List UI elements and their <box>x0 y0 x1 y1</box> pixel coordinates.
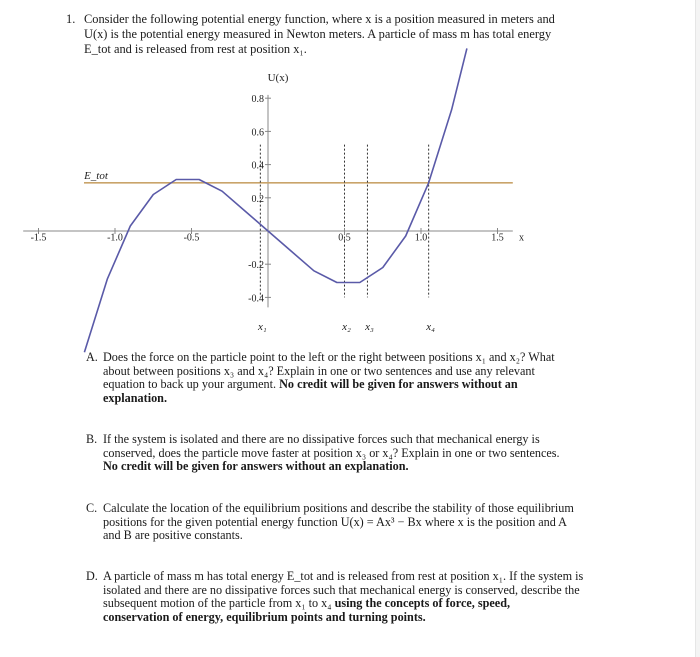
part-b-letter: B. <box>86 432 98 446</box>
part-c-letter: C. <box>86 501 98 515</box>
x-tick-label-2: -1.0 <box>107 232 123 244</box>
part-b-bold-last: No credit will be given for answers without an explanation. <box>103 459 409 474</box>
graph-svg <box>30 72 524 334</box>
energy-line-label: E_tot <box>84 169 108 182</box>
x-tick-label-4: 0.5 <box>338 232 351 244</box>
part-d-bold-last: conservation of energy, equilibrium points and turning points. <box>103 609 426 624</box>
part-d <box>86 570 606 624</box>
x-tick-label-1: -1.5 <box>30 232 47 244</box>
y-tick-label-5: -0.2 <box>248 260 264 272</box>
intro-line-2: U(x) is the potential energy measured in Newton meters. A particle of mass m has total energy <box>84 27 552 41</box>
part-c <box>86 502 606 543</box>
question-intro <box>66 12 604 57</box>
part-b-line-3 <box>103 460 606 474</box>
part-a-letter: A. <box>86 350 98 364</box>
part-a-bold-tail: No credit will be given for answers without an <box>279 377 518 392</box>
part-a-bold-last: explanation. <box>103 390 167 405</box>
y-tick-label-2: 0.6 <box>251 127 264 139</box>
position-label-1: x₁ <box>257 321 267 333</box>
part-d-bold-tail: using the concepts of force, speed, <box>334 596 511 611</box>
part-d-line-3 <box>103 597 606 611</box>
potential-energy-graph <box>30 72 524 334</box>
y-tick-label-3: 0.4 <box>251 160 264 172</box>
part-b-line-1: If the system is isolated and there are no dissipative forces such that mechanical energy is <box>103 432 540 446</box>
graph-title: U(x) <box>267 72 289 84</box>
part-c-line-1: Calculate the location of the equilibrium positions and describe the stability of those equilibrium <box>103 501 574 515</box>
intro-line-3: E_tot and is released from rest at position x₁. <box>84 42 307 56</box>
position-label-2: x₂ <box>342 321 351 333</box>
intro-line-1: Consider the following potential energy function, where x is a position measured in meters and <box>84 12 555 26</box>
position-label-3: x₃ <box>365 321 374 333</box>
part-d-line-4 <box>103 611 606 625</box>
part-b-line-2: conserved, does the particle move faster at position x₃ or x₄? Explain in one or two sentences. <box>103 445 560 460</box>
part-a-line-3-text: equation to back up your argument. <box>103 377 277 392</box>
x-tick-label-5: 1.0 <box>414 232 428 244</box>
y-tick-label-6: -0.4 <box>248 293 264 305</box>
question-number: 1. <box>66 12 76 26</box>
y-tick-label-1: 0.8 <box>251 94 264 106</box>
potential-curve <box>84 48 467 352</box>
part-d-line-1: A particle of mass m has total energy E_tot and is released from rest at position x₁. If the system is <box>103 569 584 583</box>
part-d-letter: D. <box>86 569 98 583</box>
part-b <box>86 433 606 474</box>
part-c-line-3: and B are positive constants. <box>103 528 243 543</box>
part-d-line-2: isolated and there are no dissipative forces such that mechanical energy is conserved, describe the <box>103 582 580 597</box>
part-a-line-4 <box>103 392 606 406</box>
x-tick-label-3: -0.5 <box>183 232 200 244</box>
y-tick-label-4: 0.2 <box>251 193 264 205</box>
part-a-line-1: Does the force on the particle point to the left or the right between positions x₁ and x₂? What <box>103 350 555 364</box>
x-tick-label-6: 1.5 <box>491 232 504 244</box>
x-axis-label: x <box>519 232 524 244</box>
part-c-line-2: positions for the given potential energy function U(x) = Ax³ − Bx where x is the position and A <box>103 514 567 529</box>
part-a-line-2: about between positions x₃ and x₄? Explain in one or two sentences and use any relevant <box>103 363 535 378</box>
position-label-4: x₄ <box>426 321 436 333</box>
page-edge-shadow <box>696 0 700 657</box>
part-a <box>86 351 606 405</box>
part-d-line-3-text: subsequent motion of the particle from x₁ to x₄ <box>103 596 332 611</box>
part-a-line-3 <box>103 378 606 392</box>
